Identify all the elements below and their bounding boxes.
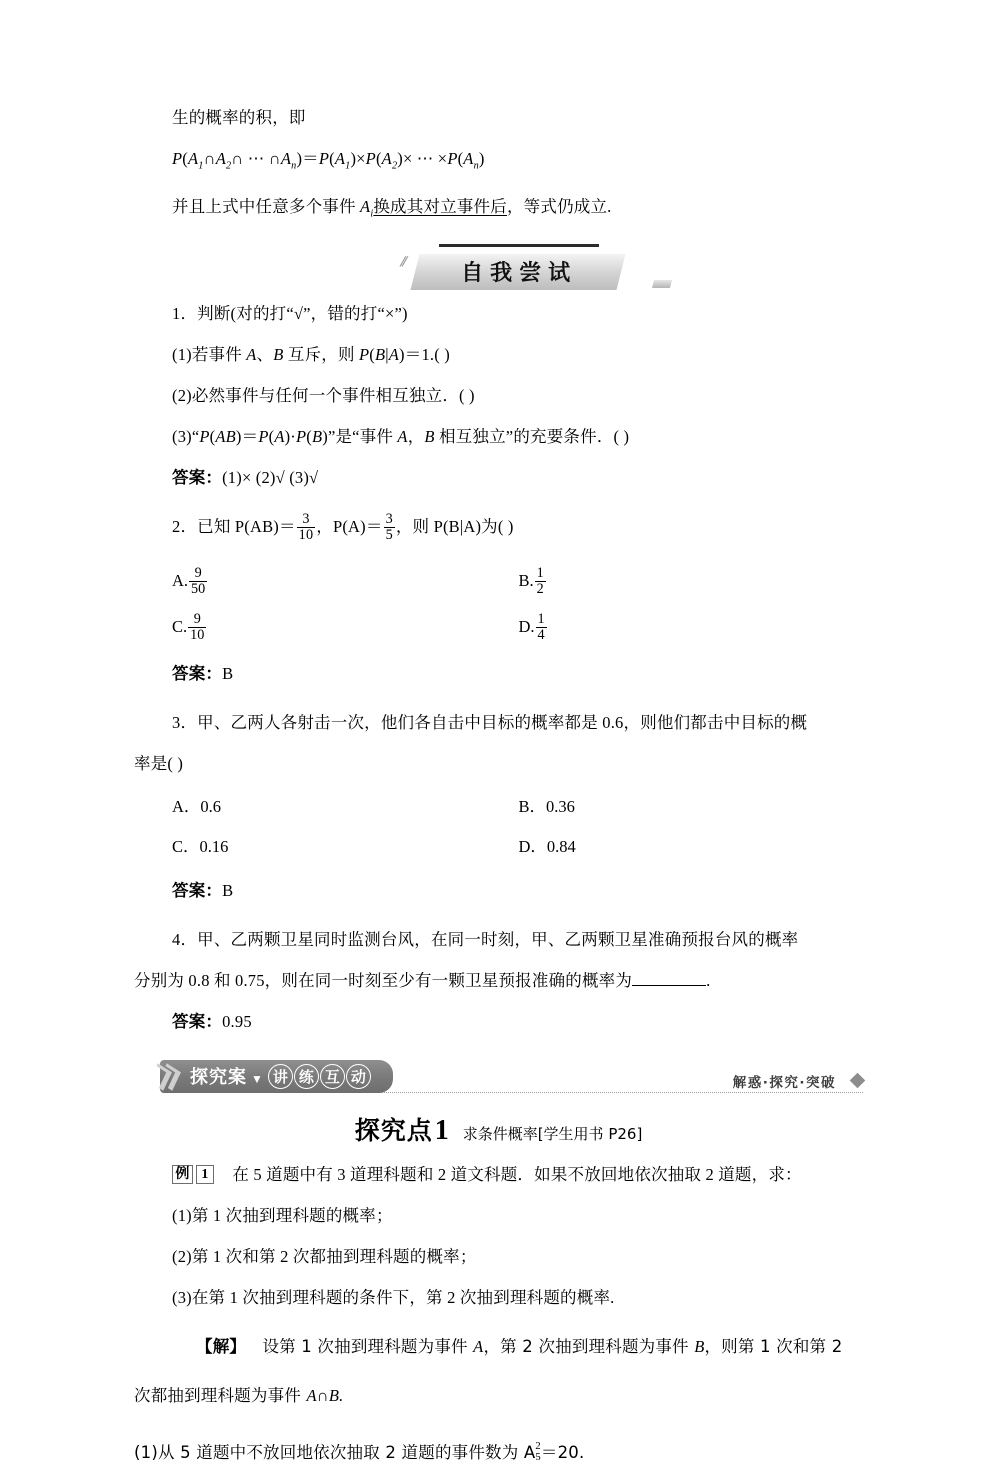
option-d-fraction: $\frac{1}{4}$	[537, 610, 545, 643]
question-3-stem-line-2: 率是( )	[134, 753, 184, 773]
explore-case-banner	[158, 1055, 865, 1099]
option-b-label: B.	[518, 570, 534, 590]
question-2-answer-value: B	[222, 663, 234, 683]
solution-line-2	[134, 1378, 865, 1413]
example-item-2: (2)第 1 次和第 2 次都抽到理科题的概率；	[172, 1246, 477, 1266]
question-4-blank[interactable]	[632, 972, 706, 986]
question-1-item-2: (2)必然事件与任何一个事件相互独立．( )	[172, 385, 475, 405]
oval-char-3: 互	[320, 1064, 345, 1089]
question-2-stem-a: 已知 P(AB)＝	[197, 516, 296, 536]
question-2-option-b	[519, 558, 866, 604]
question-2-answer	[172, 656, 865, 691]
solution-text-1: 设第 1 次抽到理科题为事件 A，第 2 次抽到理科题为事件 B，则第 1 次和第 2	[262, 1336, 843, 1356]
explore-case-title: 探究案	[190, 1067, 247, 1089]
banner-decor-mark: ⫽	[398, 253, 409, 269]
question-2-answer-label: 答案：	[172, 663, 223, 683]
banner-top-rule	[439, 244, 599, 247]
question-1-text: 判断(对的打“√”，错的打“×”)	[197, 303, 408, 323]
question-1-stem	[172, 296, 865, 331]
question-3-option-d: D．0.84	[518, 836, 576, 856]
explore-case-separator-icon: ▼	[251, 1071, 263, 1086]
intro-line-3-prefix: 并且上式中任意多个事件	[172, 197, 361, 217]
oval-char-4: 动	[346, 1064, 371, 1089]
question-4-answer-label: 答案：	[172, 1011, 223, 1031]
question-2-fraction-1: $\frac{3}{10}$	[298, 510, 314, 543]
intro-line-1: 生的概率的积，即	[172, 108, 306, 127]
example-tag	[172, 1165, 214, 1184]
explore-point-number: 1	[434, 1114, 449, 1146]
question-1-item-1: (1)若事件 A、B 互斥，则 P(B|A)＝1.( )	[172, 344, 450, 364]
intro-formula: $P(A_1\cap A_2\cap$ ⋯ $\cap A_n)=P(A_1)\times P(A_2)\times$ ⋯ $\times P(A_n)$	[172, 149, 485, 172]
question-3-text-1: 甲、乙两人各射击一次，他们各自击中目标的概率都是 0.6，则他们都击中目标的概	[197, 712, 808, 732]
explore-case-plaque	[160, 1060, 393, 1093]
explore-case-oval-group	[268, 1064, 371, 1089]
solution-label: 【解】	[196, 1336, 247, 1356]
intro-line-3-suffix: ，等式仍成立.	[506, 197, 612, 217]
question-3-stem-line-1	[172, 705, 865, 740]
intro-line-3-var: A	[360, 197, 371, 217]
question-2-number: 2．	[172, 516, 198, 536]
question-2-option-a	[172, 558, 519, 604]
solution-step-1-result: ＝20.	[540, 1442, 585, 1462]
example-tag-char: 例	[172, 1165, 193, 1184]
question-2-fraction-2: $\frac{3}{5}$	[385, 510, 393, 543]
question-3-option-c: C．0.16	[172, 836, 229, 856]
question-4-text-2: 分别为 0.8 和 0.75，则在同一时刻至少有一颗卫星预报准确的概率为	[134, 970, 633, 990]
example-stem-text: 在 5 道题中有 3 道理科题和 2 道文科题．如果不放回地依次抽取 2 道题，求：	[232, 1164, 802, 1184]
self-try-banner	[172, 250, 865, 290]
option-d-label: D.	[518, 616, 535, 636]
question-3-answer	[172, 873, 865, 908]
explore-point-heading	[172, 1111, 865, 1147]
question-1-number: 1．	[172, 303, 198, 323]
solution-step-1	[134, 1435, 865, 1470]
intro-line-3	[172, 189, 865, 231]
option-a-label: A.	[172, 570, 189, 590]
solution-text-2: 次都抽到理科题为事件	[134, 1385, 307, 1405]
permutation-superscript: 2	[535, 1441, 541, 1453]
question-1-answer	[172, 460, 865, 495]
example-stem	[172, 1157, 865, 1192]
question-2-stem	[172, 509, 865, 544]
diamond-icon	[850, 1073, 866, 1089]
question-4-stem-line-2	[134, 963, 865, 998]
question-1-answer-value: (1)× (2)√ (3)√	[222, 467, 319, 487]
example-tag-number: 1	[196, 1165, 214, 1184]
example-item-3: (3)在第 1 次抽到理科题的条件下，第 2 次抽到理科题的概率.	[172, 1287, 615, 1307]
question-2-stem-b: ，P(A)＝	[316, 516, 383, 536]
question-1-item-3: (3)“P(AB)＝P(A)·P(B)”是“事件 A，B 相互独立”的充要条件．( )	[172, 426, 630, 446]
oval-char-1: 讲	[268, 1064, 293, 1089]
question-2-option-d	[519, 604, 866, 650]
question-3-options-row-1	[172, 787, 865, 827]
double-chevron-icon	[158, 1064, 176, 1090]
question-4-stem-line-1	[172, 922, 865, 957]
intro-line-3-underlined: 换成其对立事件后	[373, 197, 507, 217]
explore-point-subtitle: 求条件概率[学生用书 P26]	[462, 1124, 643, 1143]
question-4-number: 4．	[172, 929, 198, 949]
solution-line-1	[172, 1329, 865, 1364]
question-4-text-2-end: .	[706, 970, 711, 990]
intro-line-3-sub: i	[370, 208, 374, 220]
option-c-label: C.	[172, 616, 188, 636]
solution-event-expr: A∩B.	[306, 1385, 344, 1405]
question-4-answer-value: 0.95	[222, 1011, 252, 1031]
banner-plate	[411, 254, 626, 290]
question-3-number: 3．	[172, 712, 198, 732]
question-3-options-row-2	[172, 827, 865, 867]
question-4-answer	[172, 1004, 865, 1039]
question-3-answer-value: B	[222, 880, 234, 900]
oval-char-2: 练	[294, 1064, 319, 1089]
explore-point-label: 探究点	[354, 1115, 433, 1145]
self-try-title: 自我尝试	[461, 260, 578, 286]
option-c-fraction: $\frac{9}{10}$	[190, 610, 205, 643]
explore-case-tagline: 解惑·探究·突破	[732, 1074, 836, 1091]
option-b-fraction: $\frac{1}{2}$	[536, 564, 544, 597]
permutation-subscript: 5	[535, 1451, 541, 1463]
question-2-option-c	[172, 604, 519, 650]
solution-step-1-text: (1)从 5 道题中不放回地依次抽取 2 道题的事件数为 A	[134, 1442, 536, 1462]
explore-case-tagline-group	[723, 1071, 863, 1091]
banner-tail	[652, 280, 672, 288]
question-2-stem-c: ，则 P(B|A)为( )	[395, 516, 514, 536]
question-3-option-a: A．0.6	[172, 796, 222, 816]
question-2-options-row-2	[172, 604, 865, 650]
option-a-fraction: $\frac{9}{50}$	[191, 564, 206, 597]
example-item-1: (1)第 1 次抽到理科题的概率；	[172, 1205, 393, 1225]
permutation-indices	[535, 1442, 540, 1463]
question-3-option-b: B．0.36	[518, 796, 575, 816]
question-2-options-row-1	[172, 558, 865, 604]
question-1-answer-label: 答案：	[172, 467, 223, 487]
question-4-text-1: 甲、乙两颗卫星同时监测台风，在同一时刻，甲、乙两颗卫星准确预报台风的概率	[197, 929, 799, 949]
question-3-answer-label: 答案：	[172, 880, 223, 900]
